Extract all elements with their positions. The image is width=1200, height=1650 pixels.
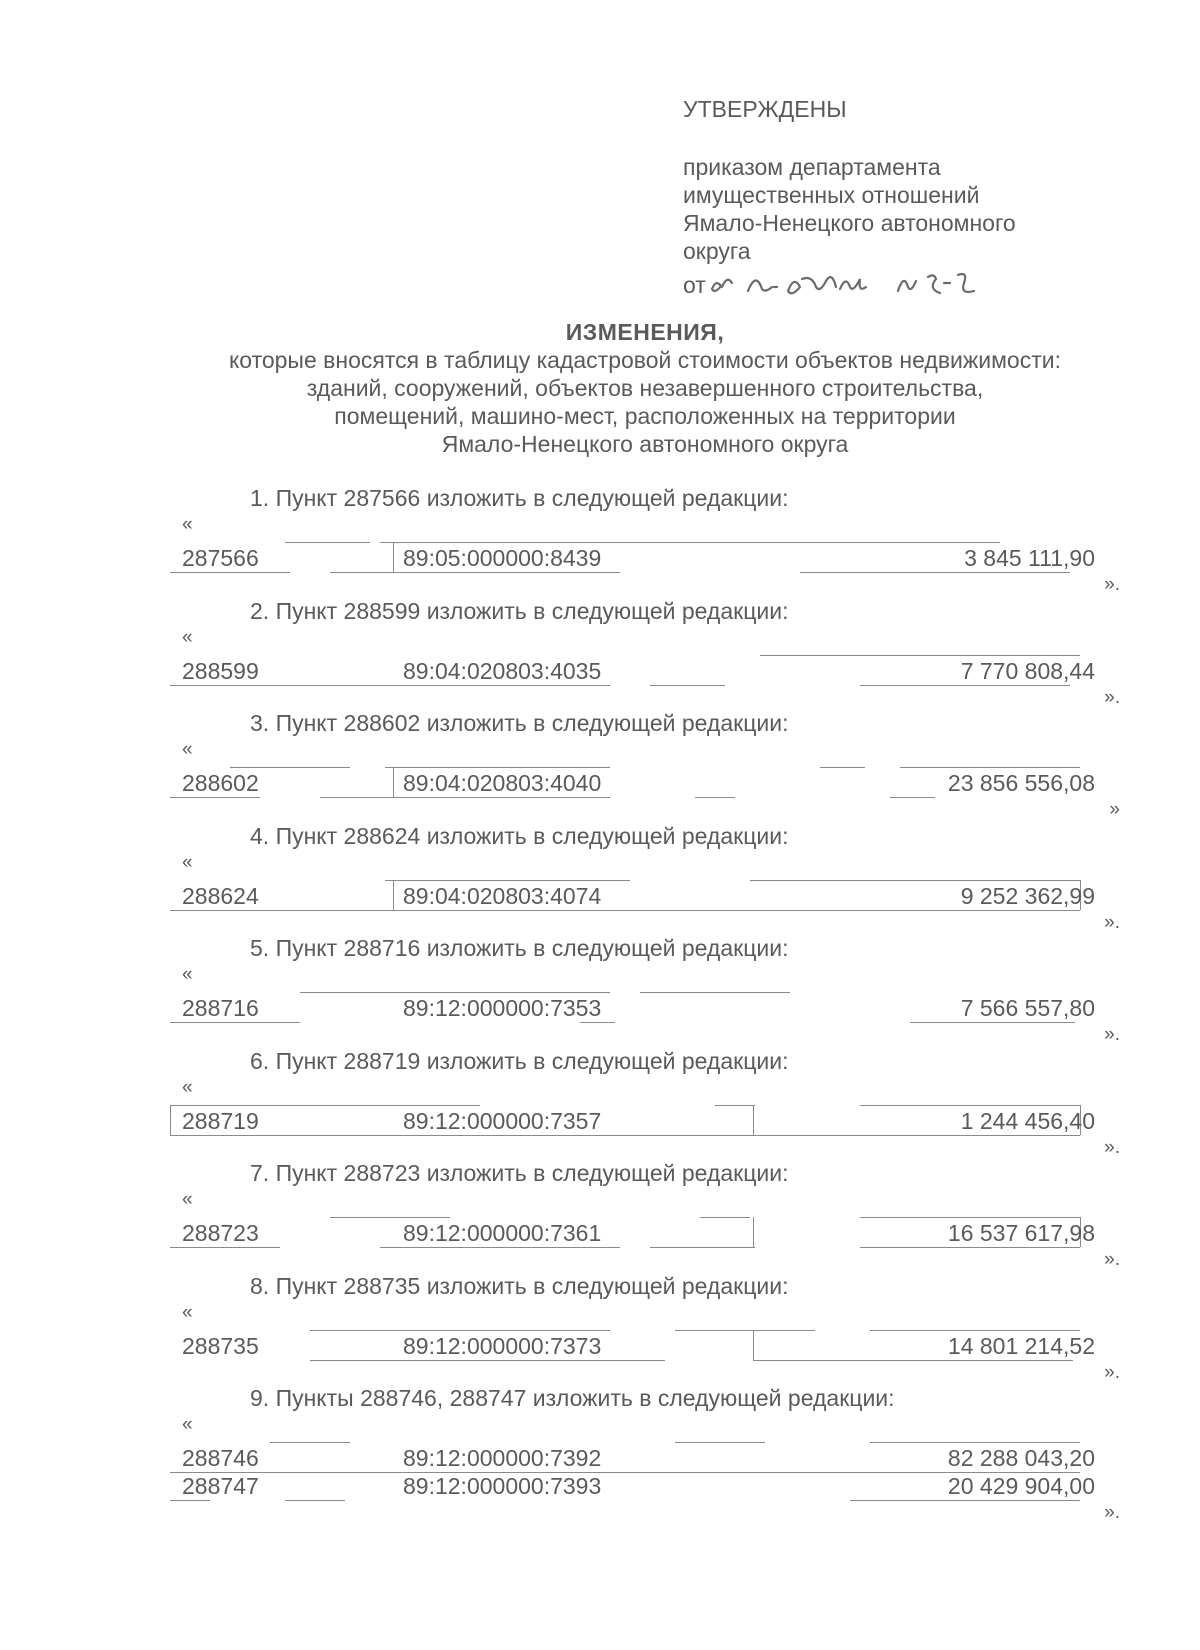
close-quote: ». <box>1104 1361 1120 1383</box>
table-row <box>170 1105 1120 1135</box>
table-row <box>170 1330 1120 1360</box>
document-title <box>170 318 1120 458</box>
close-quote: ». <box>1104 1136 1120 1158</box>
cadastral-value: 1 244 456,40 <box>960 1107 1095 1134</box>
approval-block <box>683 95 1016 299</box>
item-title: 9. Пункты 288746, 288747 изложить в следующей редакции: <box>250 1385 895 1411</box>
open-quote: « <box>182 514 193 535</box>
row-number: 288599 <box>182 657 259 684</box>
row-number: 287566 <box>182 545 259 571</box>
title-line: которые вносятся в таблицу кадастровой стоимости объектов недвижимости: <box>228 347 1062 373</box>
change-item <box>170 1047 1120 1160</box>
approval-line: Ямало-Ненецкого автономного <box>683 210 1016 236</box>
cadastral-value: 16 537 617,98 <box>947 1220 1095 1246</box>
open-quote: « <box>182 851 193 873</box>
cadastral-number: 89:12:000000:7393 <box>403 1473 602 1499</box>
title-heading: ИЗМЕНЕНИЯ, <box>565 319 725 345</box>
cadastral-value: 7 566 557,80 <box>960 995 1095 1021</box>
row-number: 288602 <box>182 770 259 796</box>
cadastral-value: 9 252 362,99 <box>960 882 1095 909</box>
table-row <box>170 880 1120 910</box>
table-row <box>170 992 1120 1022</box>
cadastral-number: 89:12:000000:7373 <box>403 1332 602 1359</box>
row-number: 288624 <box>182 882 259 909</box>
cadastral-number: 89:04:020803:4040 <box>403 770 602 796</box>
cadastral-value: 14 801 214,52 <box>947 1332 1095 1359</box>
change-item <box>170 822 1120 935</box>
change-item <box>170 484 1120 597</box>
row-number: 288719 <box>182 1107 259 1134</box>
row-number: 288746 <box>182 1445 259 1471</box>
approval-date-line <box>683 265 1016 299</box>
table-row <box>170 1470 1120 1500</box>
item-title: 5. Пункт 288716 изложить в следующей редакции: <box>250 935 789 961</box>
approval-heading: УТВЕРЖДЕНЫ <box>683 96 847 122</box>
cadastral-number: 89:04:020803:4074 <box>403 882 602 909</box>
open-quote: « <box>182 964 193 985</box>
row-number: 288723 <box>182 1220 259 1246</box>
close-quote: ». <box>1104 686 1120 708</box>
close-quote: ». <box>1104 911 1120 933</box>
cadastral-value: 82 288 043,20 <box>947 1445 1095 1471</box>
change-item <box>170 709 1120 822</box>
open-quote: « <box>182 1414 193 1435</box>
approval-line: имущественных отношений <box>683 182 980 208</box>
table-row <box>170 767 1120 797</box>
title-line: зданий, сооружений, объектов незавершенного строительства, <box>306 375 984 401</box>
changes-list <box>170 484 1120 1523</box>
cadastral-number: 89:12:000000:7357 <box>403 1107 602 1134</box>
change-item <box>170 1272 1120 1385</box>
cadastral-value: 3 845 111,90 <box>964 545 1095 571</box>
approval-line: приказом департамента <box>683 154 941 180</box>
close-quote: ». <box>1104 1024 1120 1045</box>
item-title: 3. Пункт 288602 изложить в следующей редакции: <box>250 710 789 736</box>
cadastral-value: 20 429 904,00 <box>947 1473 1095 1499</box>
cadastral-number: 89:12:000000:7361 <box>403 1220 602 1246</box>
open-quote: « <box>182 1076 193 1098</box>
open-quote: « <box>182 1301 193 1323</box>
item-title: 2. Пункт 288599 изложить в следующей редакции: <box>250 597 789 624</box>
table-row <box>170 542 1120 572</box>
item-title: 8. Пункт 288735 изложить в следующей редакции: <box>250 1272 789 1299</box>
change-item <box>170 597 1120 710</box>
table-row <box>170 1217 1120 1247</box>
change-item <box>170 1384 1120 1523</box>
table-row <box>170 1442 1120 1472</box>
row-number: 288735 <box>182 1332 259 1359</box>
open-quote: « <box>182 1189 193 1210</box>
cadastral-value: 7 770 808,44 <box>960 657 1095 684</box>
change-item <box>170 1159 1120 1272</box>
cadastral-number: 89:04:020803:4035 <box>403 657 602 684</box>
handwritten-signature <box>708 265 1008 299</box>
approval-line: округа <box>683 238 751 264</box>
close-quote: » <box>1109 799 1120 820</box>
cadastral-value: 23 856 556,08 <box>947 770 1095 796</box>
item-title: 6. Пункт 288719 изложить в следующей редакции: <box>250 1047 789 1074</box>
cadastral-number: 89:05:000000:8439 <box>403 545 602 571</box>
item-title: 4. Пункт 288624 изложить в следующей редакции: <box>250 822 789 849</box>
cadastral-number: 89:12:000000:7353 <box>403 995 602 1021</box>
row-number: 288716 <box>182 995 259 1021</box>
item-title: 7. Пункт 288723 изложить в следующей редакции: <box>250 1160 789 1186</box>
close-quote: ». <box>1104 574 1120 595</box>
title-line: Ямало-Ненецкого автономного округа <box>441 431 849 457</box>
table-row <box>170 655 1120 685</box>
title-line: помещений, машино-мест, расположенных на территории <box>334 403 956 429</box>
item-title: 1. Пункт 287566 изложить в следующей редакции: <box>250 485 789 511</box>
row-number: 288747 <box>182 1473 259 1499</box>
cadastral-number: 89:12:000000:7392 <box>403 1445 602 1471</box>
open-quote: « <box>182 739 193 760</box>
from-prefix: от <box>683 272 706 298</box>
close-quote: ». <box>1104 1249 1120 1270</box>
open-quote: « <box>182 626 193 648</box>
close-quote: ». <box>1104 1502 1120 1523</box>
change-item <box>170 934 1120 1047</box>
